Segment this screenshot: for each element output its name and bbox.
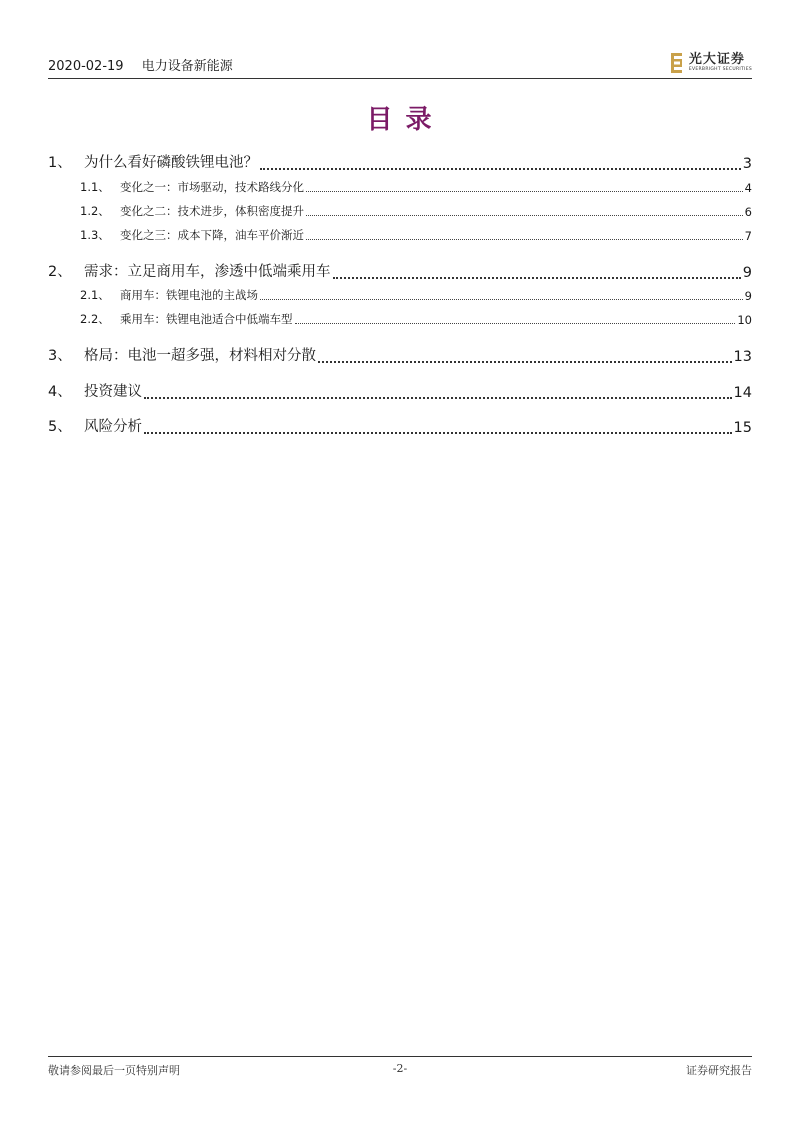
toc-entry-label: 格局：电池一超多强，材料相对分散	[84, 348, 316, 364]
toc-entry-number: 2.2、	[80, 312, 110, 326]
toc-entry-leader	[144, 383, 732, 400]
toc-entry-label: 变化之二：技术进步，体积密度提升	[120, 204, 304, 218]
toc-entry-leader	[318, 347, 732, 364]
toc-entry-leader	[260, 288, 743, 301]
toc-entry-page: 14	[733, 385, 752, 401]
toc-entry-label: 为什么看好磷酸铁锂电池？	[84, 155, 258, 171]
toc-entry[interactable]	[48, 150, 752, 172]
toc-entry-number: 5、	[48, 419, 72, 435]
logo-english-name: EVERBRIGHT SECURITIES	[688, 67, 752, 73]
toc-entry-page: 9	[742, 265, 752, 281]
logo-chinese-name: 光大证券	[688, 52, 745, 68]
toc-entry-label: 风险分析	[84, 419, 142, 435]
toc-entry-page: 4	[744, 181, 752, 195]
toc-entry[interactable]	[48, 343, 752, 365]
toc-entry-label: 需求：立足商用车，渗透中低端乘用车	[84, 264, 331, 280]
toc-entry[interactable]	[48, 201, 752, 219]
toc-entry-label: 变化之一：市场驱动，技术路线分化	[120, 180, 304, 194]
everbright-logo	[671, 52, 752, 74]
toc-entry-leader	[144, 418, 732, 435]
toc-entry[interactable]	[48, 379, 752, 401]
toc-entry-label: 投资建议	[84, 384, 142, 400]
toc-entry-page: 6	[744, 205, 752, 219]
page-footer	[48, 1056, 752, 1079]
report-date: 2020-02-19	[48, 59, 124, 74]
toc-entry-leader	[306, 180, 743, 193]
footer-report-type: 证券研究报告	[686, 1064, 752, 1077]
page-header	[48, 50, 752, 79]
toc-entry-page: 9	[744, 289, 752, 303]
toc-title: 目 录	[366, 105, 434, 135]
toc-entry-number: 1.1、	[80, 180, 110, 194]
toc-entry-leader	[260, 154, 741, 171]
toc-entry-number: 2、	[48, 264, 72, 280]
toc-entry-page: 10	[737, 313, 752, 327]
toc-entry-label: 商用车：铁锂电池的主战场	[120, 288, 258, 302]
toc-entry[interactable]	[48, 259, 752, 281]
toc-entry[interactable]	[48, 414, 752, 436]
footer-disclaimer: 敬请参阅最后一页特别声明	[48, 1064, 180, 1077]
toc-entry-page: 15	[733, 420, 752, 436]
toc-entry-number: 1.3、	[80, 228, 110, 242]
toc-entry[interactable]	[48, 285, 752, 303]
toc-entry-leader	[306, 204, 743, 217]
toc-entry-leader	[306, 228, 743, 241]
toc-entry-page: 3	[742, 156, 752, 172]
everbright-logo-mark-icon	[671, 52, 685, 74]
toc-entry-number: 3、	[48, 348, 72, 364]
toc-entry[interactable]	[48, 177, 752, 195]
toc-entry-number: 1、	[48, 155, 72, 171]
toc-entry-page: 13	[733, 349, 752, 365]
toc-entry-number: 2.1、	[80, 288, 110, 302]
toc-entry-number: 1.2、	[80, 204, 110, 218]
toc-entry-leader	[295, 312, 736, 325]
footer-page-number: -2-	[392, 1062, 408, 1075]
header-left	[48, 55, 233, 74]
report-sector: 电力设备新能源	[141, 59, 233, 74]
toc-entry[interactable]	[48, 309, 752, 327]
toc-entry-page: 7	[744, 229, 752, 243]
toc-entry[interactable]	[48, 225, 752, 243]
toc-entry-label: 变化之三：成本下降，油车平价渐近	[120, 228, 304, 242]
toc-entry-number: 4、	[48, 384, 72, 400]
toc-entry-leader	[333, 263, 741, 280]
toc-entry-label: 乘用车：铁锂电池适合中低端车型	[120, 312, 293, 326]
